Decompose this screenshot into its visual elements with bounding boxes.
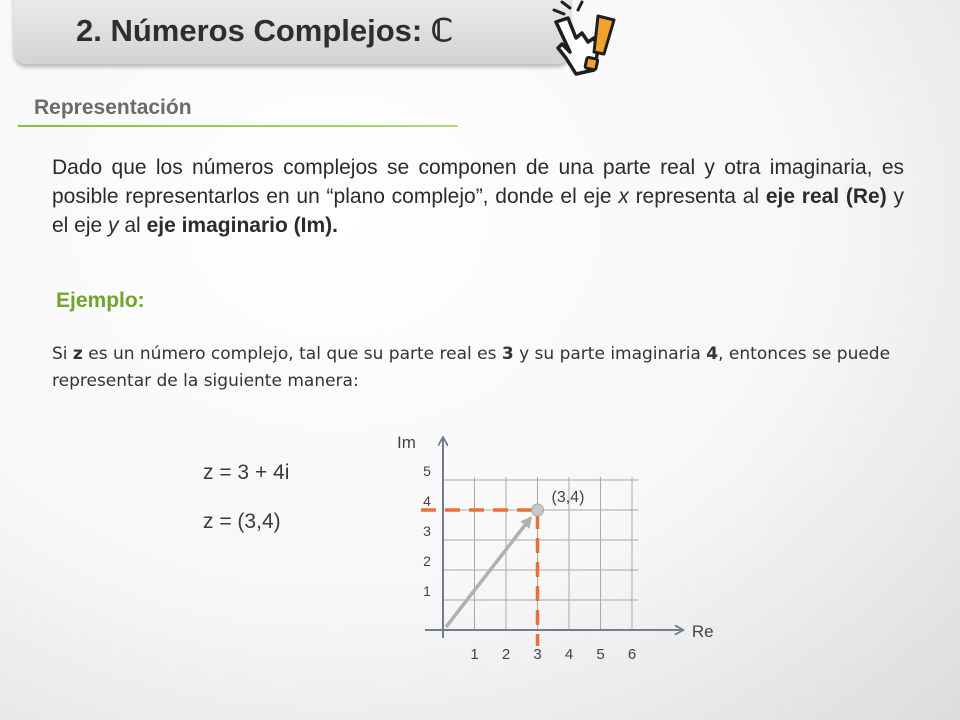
imag-part-value: 4 [706,344,719,364]
example-text-1: Si [52,344,73,364]
complex-plane [397,428,740,668]
example-text-2: es un número complejo, tal que su parte real es [82,344,502,364]
y-tick-label: 2 [423,553,431,569]
z-variable: z [72,344,83,364]
intro-text-3: y el eje [52,184,904,237]
y-tick-label: 5 [423,463,431,479]
pair-form-equation: z = (3,4) [203,510,281,533]
y-tick-label: 3 [423,523,431,539]
real-axis-label: Re [691,622,714,641]
page-title: 2. Números Complejos: ℂ [76,13,453,48]
intro-text-4: al [118,213,147,237]
intro-text-2: representa al [628,184,766,208]
x-tick-label: 5 [596,646,605,663]
x-tick-label: 2 [501,646,511,663]
example-text-4: , entonces se puede representar de la siguiente manera: [52,344,891,391]
x-variable: x [618,184,629,208]
intro-text-1: Dado que los números complejos se componen de una parte real y otra imaginaria, es posible representarlos en un “plano complejo”, donde el eje [52,156,904,208]
y-tick-label: 1 [423,583,431,599]
real-part-value: 3 [501,344,514,364]
example-title: Ejemplo: [56,289,145,312]
y-variable: y [108,213,119,237]
example-text-3: y su parte imaginaria [513,344,707,364]
x-tick-label: 4 [564,646,574,663]
example-paragraph [52,341,912,394]
complex-point [532,504,544,516]
imag-axis-term: eje imaginario (Im). [146,213,338,237]
point-label: (3,4) [551,489,585,506]
intro-paragraph [52,154,904,241]
binomial-form-equation: z = 3 + 4i [203,461,290,484]
imaginary-axis-label: Im [397,433,416,452]
vector-arrow [446,518,531,627]
x-tick-label: 1 [470,646,479,663]
x-tick-label: 6 [627,646,637,663]
section-subtitle: Representación [34,96,192,119]
x-tick-label: 3 [533,646,542,663]
y-tick-label: 4 [423,493,431,509]
subtitle-underline [18,125,458,127]
real-axis-term: eje real (Re) [765,184,887,208]
pointing-hand-exclamation-icon [542,0,622,80]
